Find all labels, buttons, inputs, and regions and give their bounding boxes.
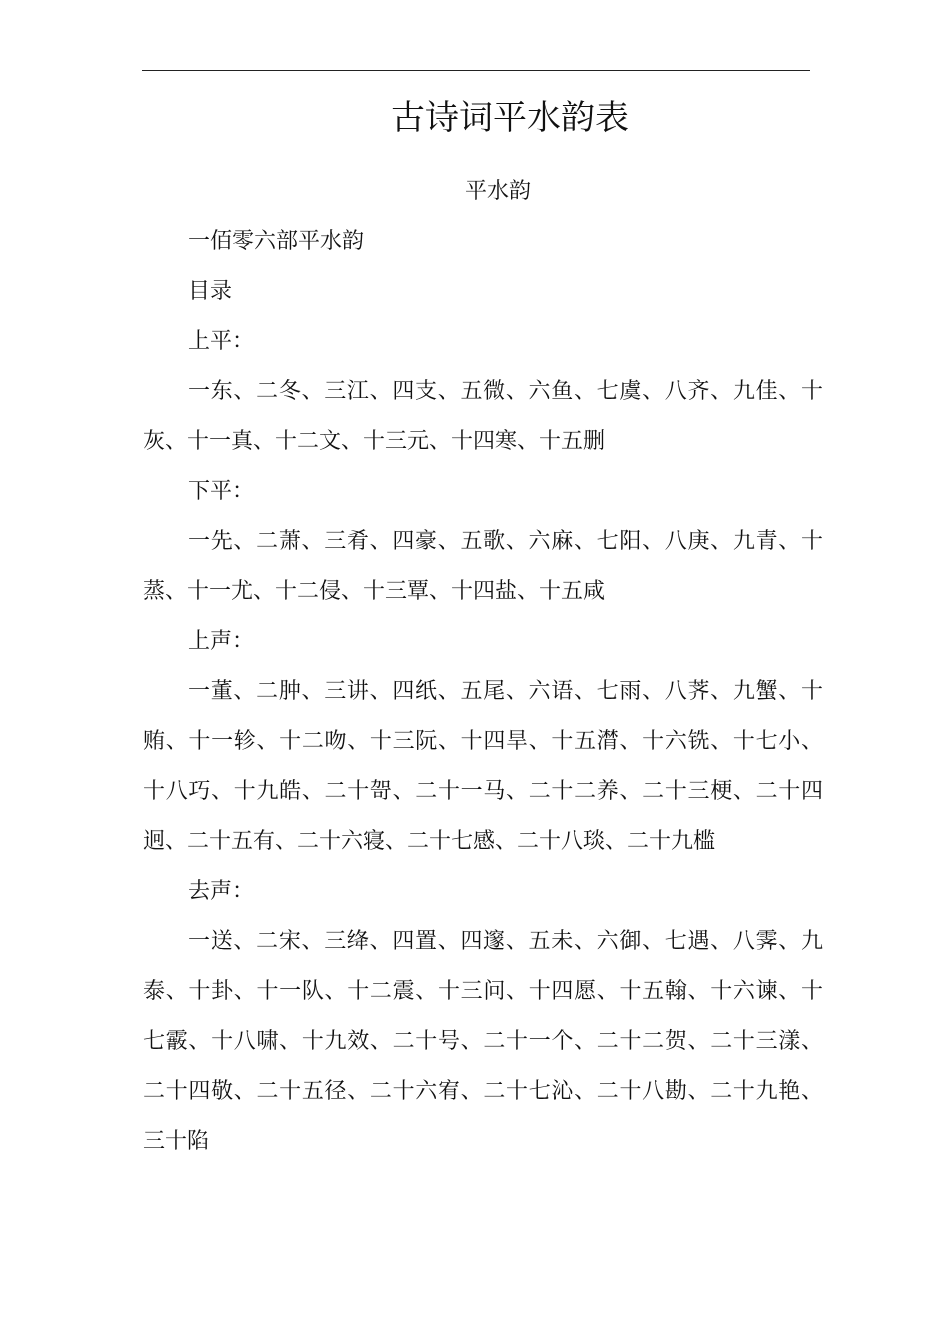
document-title: 古诗词平水韵表 xyxy=(391,98,629,138)
document-subtitle: 平水韵 xyxy=(464,179,531,204)
heading-qu-sheng: 去声： xyxy=(188,879,255,904)
rhyme-list-qu-sheng: 一送、二宋、三绛、四置、四邃、五未、六御、七遇、八霁、九泰、十卦、十一队、十二震、十三问、十四愿、十五翰、十六谏、十七霰、十八啸、十九效、二十号、二十一个、二十二贺、二十三漾、二十四敬、二十五径、二十六宥、二十七沁、二十八勘、二十九艳、三十陷 xyxy=(143,929,823,1154)
rhyme-list-shang-ping: 一东、二冬、三江、四支、五微、六鱼、七虞、八齐、九佳、十灰、十一真、十二文、十三元、十四寒、十五删 xyxy=(143,379,823,454)
header-rule xyxy=(142,70,810,71)
heading-xia-ping: 下平： xyxy=(188,479,255,504)
rhyme-list-shang-sheng: 一董、二肿、三讲、四纸、五尾、六语、七雨、八荠、九蟹、十贿、十一轸、十二吻、十三阮、十四旱、十五潸、十六铣、十七小、十八巧、十九皓、二十哿、二十一马、二十二养、二十三梗、二十四迥、二十五有、二十六寝、二十七感、二十八琰、二十九槛 xyxy=(143,679,823,854)
paragraph-toc-heading: 目录 xyxy=(188,279,233,304)
paragraph-intro: 一佰零六部平水韵 xyxy=(188,229,365,254)
rhyme-list-xia-ping: 一先、二萧、三肴、四豪、五歌、六麻、七阳、八庚、九青、十蒸、十一尤、十二侵、十三覃、十四盐、十五咸 xyxy=(143,529,823,604)
document-body xyxy=(143,217,823,1167)
heading-shang-sheng: 上声： xyxy=(188,629,255,654)
heading-shang-ping: 上平： xyxy=(188,329,255,354)
